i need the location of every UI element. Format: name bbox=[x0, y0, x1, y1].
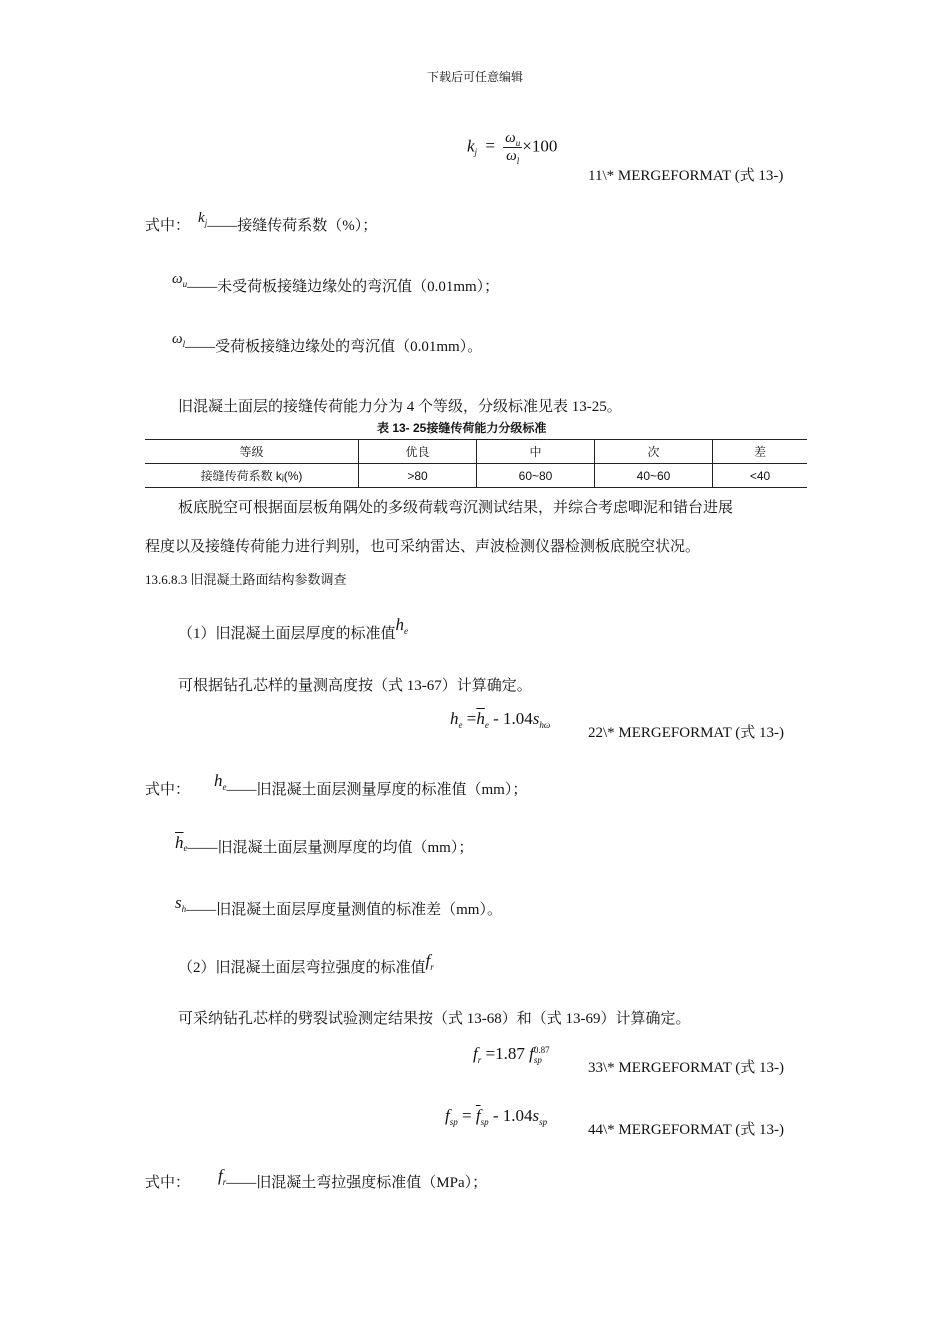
paragraph-strength: 可采纳钻孔芯样的劈裂试验测定结果按（式 13-68）和（式 13-69）计算确定。 bbox=[178, 1011, 691, 1027]
equation-label-1: 11\* MERGEFORMAT (式 13-) bbox=[588, 168, 784, 184]
equation-label-3: 33\* MERGEFORMAT (式 13-) bbox=[588, 1060, 784, 1076]
table-cell: >80 bbox=[359, 464, 477, 488]
equation-kj: $k_j$ = $\frac{\omega_u}{\omega_l}$ ×100 bbox=[467, 130, 558, 166]
paragraph-thickness: 可根据钻孔芯样的量测高度按（式 13-67）计算确定。 bbox=[178, 678, 532, 694]
equation-label-2: 22\* MERGEFORMAT (式 13-) bbox=[588, 725, 784, 741]
equation-he: $h_e =\overline{h}_e - 1.04s_{h\omega}$ bbox=[450, 709, 551, 730]
equation-label-4: 44\* MERGEFORMAT (式 13-) bbox=[588, 1122, 784, 1138]
table-caption: 表 13- 25接缝传荷能力分级标准 bbox=[377, 421, 547, 435]
item-strength: （2）旧混凝土面层弯拉强度的标准值fr bbox=[178, 951, 434, 976]
definition-he-mean: $\overline{h}e——$旧混凝土面层量测厚度的均值（mm）； bbox=[175, 833, 474, 856]
table-header-cell: 次 bbox=[595, 440, 713, 464]
page-header: 下载后可任意编辑 bbox=[427, 70, 524, 84]
table-header-cell: 等级 bbox=[145, 440, 359, 464]
table-cell: <40 bbox=[713, 464, 808, 488]
table-cell: 40~60 bbox=[595, 464, 713, 488]
table-cell: 60~80 bbox=[477, 464, 595, 488]
equation-fsp: $f_{sp} = \overline{f}_{sp} - 1.04s_{sp}$ bbox=[445, 1106, 548, 1127]
definition-sh: sh——旧混凝土面层厚度量测值的标准差（mm）。 bbox=[175, 893, 502, 918]
table-header-cell: 差 bbox=[713, 440, 808, 464]
table-header-row bbox=[145, 440, 807, 464]
paragraph-void-line1: 板底脱空可根据面层板角隅处的多级荷载弯沉测试结果，并综合考虑唧泥和错台进展 bbox=[178, 500, 734, 516]
grade-table bbox=[145, 439, 807, 488]
table-row-label: 接缝传荷系数 kj(%) bbox=[145, 464, 359, 488]
definition-omega-u: $\omega^u——$未受荷板接缝边缘处的弯沉值（0.01mm）； bbox=[172, 271, 500, 295]
definition-fr: 式中： fr——旧混凝土弯拉强度标准值（MPa）； bbox=[145, 1166, 488, 1191]
item-thickness: （1）旧混凝土面层厚度的标准值$h^e$ bbox=[178, 615, 409, 642]
section-heading: 13.6.8.3 旧混凝土路面结构参数调查 bbox=[145, 572, 347, 587]
definition-he: 式中： $h^e——$旧混凝土面层测量厚度的标准值（mm）； bbox=[145, 771, 528, 798]
paragraph-grades: 旧混凝土面层的接缝传荷能力分为 4 个等级，分级标准见表 13-25。 bbox=[178, 399, 622, 415]
table-header-cell: 中 bbox=[477, 440, 595, 464]
table-row bbox=[145, 464, 807, 488]
equation-fr: $f_r =1.87$ f 0.87 sp bbox=[473, 1044, 550, 1066]
definition-kj: 式中： $k^j——$接缝传荷系数（%）； bbox=[145, 210, 378, 234]
definition-omega-l: $\omega^l——$受荷板接缝边缘处的弯沉值（0.01mm）。 bbox=[172, 331, 483, 355]
table-header-cell: 优良 bbox=[359, 440, 477, 464]
paragraph-void-line2: 程度以及接缝传荷能力进行判别，也可采纳雷达、声波检测仪器检测板底脱空状况。 bbox=[145, 539, 701, 555]
